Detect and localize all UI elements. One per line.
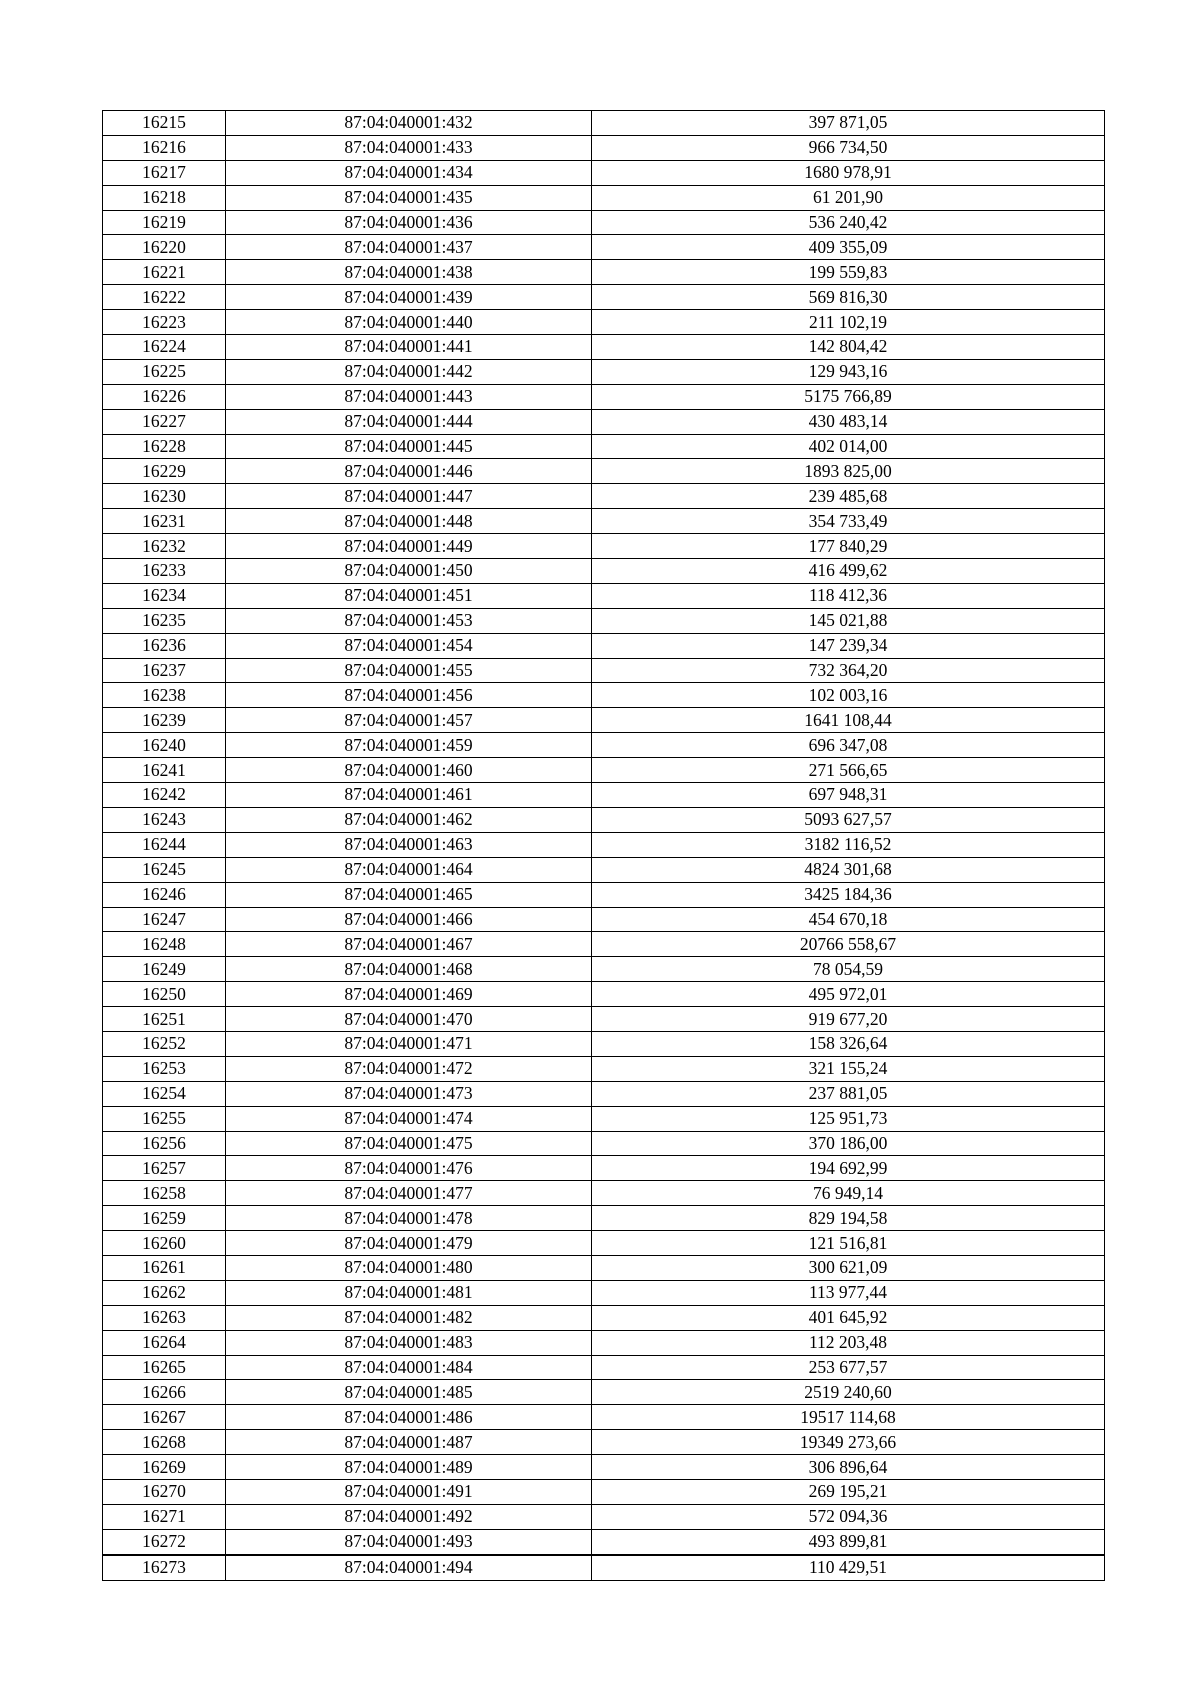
cadastral-value-cell: 2519 240,60 bbox=[592, 1380, 1105, 1405]
table-row bbox=[103, 583, 1105, 608]
table-row bbox=[103, 384, 1105, 409]
row-number-cell: 16226 bbox=[103, 384, 226, 409]
row-number-cell: 16256 bbox=[103, 1131, 226, 1156]
row-number-cell: 16258 bbox=[103, 1181, 226, 1206]
cadastral-number-cell: 87:04:040001:460 bbox=[226, 758, 592, 783]
cadastral-number-cell: 87:04:040001:480 bbox=[226, 1255, 592, 1280]
cadastral-number-cell: 87:04:040001:448 bbox=[226, 509, 592, 534]
table-row bbox=[103, 1255, 1105, 1280]
cadastral-value-cell: 321 155,24 bbox=[592, 1056, 1105, 1081]
table-row bbox=[103, 1280, 1105, 1305]
table-row bbox=[103, 111, 1105, 136]
cadastral-number-cell: 87:04:040001:491 bbox=[226, 1479, 592, 1504]
table-row bbox=[103, 683, 1105, 708]
table-row bbox=[103, 932, 1105, 957]
row-number-cell: 16238 bbox=[103, 683, 226, 708]
cadastral-number-cell: 87:04:040001:493 bbox=[226, 1529, 592, 1554]
cadastral-value-cell: 354 733,49 bbox=[592, 509, 1105, 534]
cadastral-number-cell: 87:04:040001:459 bbox=[226, 733, 592, 758]
cadastral-value-cell: 142 804,42 bbox=[592, 335, 1105, 360]
cadastral-number-cell: 87:04:040001:433 bbox=[226, 135, 592, 160]
cadastral-number-cell: 87:04:040001:476 bbox=[226, 1156, 592, 1181]
cadastral-number-cell: 87:04:040001:494 bbox=[226, 1555, 592, 1580]
cadastral-value-cell: 239 485,68 bbox=[592, 484, 1105, 509]
cadastral-value-cell: 269 195,21 bbox=[592, 1479, 1105, 1504]
cadastral-number-cell: 87:04:040001:451 bbox=[226, 583, 592, 608]
table-row bbox=[103, 210, 1105, 235]
cadastral-value-cell: 536 240,42 bbox=[592, 210, 1105, 235]
cadastral-value-cell: 194 692,99 bbox=[592, 1156, 1105, 1181]
cadastral-number-cell: 87:04:040001:450 bbox=[226, 559, 592, 584]
cadastral-number-cell: 87:04:040001:464 bbox=[226, 857, 592, 882]
row-number-cell: 16239 bbox=[103, 708, 226, 733]
cadastral-value-cell: 113 977,44 bbox=[592, 1280, 1105, 1305]
cadastral-number-cell: 87:04:040001:447 bbox=[226, 484, 592, 509]
cadastral-value-cell: 147 239,34 bbox=[592, 633, 1105, 658]
cadastral-number-cell: 87:04:040001:487 bbox=[226, 1430, 592, 1455]
cadastral-value-cell: 370 186,00 bbox=[592, 1131, 1105, 1156]
row-number-cell: 16232 bbox=[103, 534, 226, 559]
table-row bbox=[103, 1131, 1105, 1156]
row-number-cell: 16255 bbox=[103, 1106, 226, 1131]
cadastral-number-cell: 87:04:040001:442 bbox=[226, 359, 592, 384]
cadastral-value-cell: 158 326,64 bbox=[592, 1031, 1105, 1056]
row-number-cell: 16268 bbox=[103, 1430, 226, 1455]
cadastral-number-cell: 87:04:040001:461 bbox=[226, 783, 592, 808]
cadastral-value-cell: 121 516,81 bbox=[592, 1231, 1105, 1256]
cadastral-value-cell: 118 412,36 bbox=[592, 583, 1105, 608]
cadastral-number-cell: 87:04:040001:438 bbox=[226, 260, 592, 285]
table-row bbox=[103, 459, 1105, 484]
table-row bbox=[103, 882, 1105, 907]
table-row bbox=[103, 1206, 1105, 1231]
cadastral-value-cell: 732 364,20 bbox=[592, 658, 1105, 683]
row-number-cell: 16267 bbox=[103, 1405, 226, 1430]
row-number-cell: 16225 bbox=[103, 359, 226, 384]
row-number-cell: 16242 bbox=[103, 783, 226, 808]
table-row bbox=[103, 1031, 1105, 1056]
cadastral-number-cell: 87:04:040001:472 bbox=[226, 1056, 592, 1081]
row-number-cell: 16236 bbox=[103, 633, 226, 658]
cadastral-value-cell: 78 054,59 bbox=[592, 957, 1105, 982]
cadastral-value-cell: 401 645,92 bbox=[592, 1305, 1105, 1330]
table-row bbox=[103, 185, 1105, 210]
cadastral-number-cell: 87:04:040001:445 bbox=[226, 434, 592, 459]
table-row bbox=[103, 434, 1105, 459]
cadastral-number-cell: 87:04:040001:462 bbox=[226, 807, 592, 832]
table-row bbox=[103, 1106, 1105, 1131]
row-number-cell: 16231 bbox=[103, 509, 226, 534]
cadastral-number-cell: 87:04:040001:474 bbox=[226, 1106, 592, 1131]
row-number-cell: 16247 bbox=[103, 907, 226, 932]
row-number-cell: 16216 bbox=[103, 135, 226, 160]
cadastral-number-cell: 87:04:040001:471 bbox=[226, 1031, 592, 1056]
cadastral-value-cell: 102 003,16 bbox=[592, 683, 1105, 708]
cadastral-number-cell: 87:04:040001:434 bbox=[226, 160, 592, 185]
row-number-cell: 16252 bbox=[103, 1031, 226, 1056]
cadastral-number-cell: 87:04:040001:468 bbox=[226, 957, 592, 982]
cadastral-value-cell: 306 896,64 bbox=[592, 1455, 1105, 1480]
cadastral-number-cell: 87:04:040001:481 bbox=[226, 1280, 592, 1305]
row-number-cell: 16253 bbox=[103, 1056, 226, 1081]
row-number-cell: 16272 bbox=[103, 1529, 226, 1554]
row-number-cell: 16234 bbox=[103, 583, 226, 608]
cadastral-value-cell: 76 949,14 bbox=[592, 1181, 1105, 1206]
row-number-cell: 16250 bbox=[103, 982, 226, 1007]
table-row bbox=[103, 1455, 1105, 1480]
table-row bbox=[103, 1504, 1105, 1529]
table-row bbox=[103, 285, 1105, 310]
cadastral-value-cell: 145 021,88 bbox=[592, 608, 1105, 633]
cadastral-number-cell: 87:04:040001:482 bbox=[226, 1305, 592, 1330]
table-row bbox=[103, 1479, 1105, 1504]
table-row bbox=[103, 484, 1105, 509]
cadastral-value-cell: 5175 766,89 bbox=[592, 384, 1105, 409]
cadastral-value-cell: 3182 116,52 bbox=[592, 832, 1105, 857]
row-number-cell: 16248 bbox=[103, 932, 226, 957]
table-body bbox=[103, 111, 1105, 1581]
cadastral-value-cell: 829 194,58 bbox=[592, 1206, 1105, 1231]
cadastral-value-cell: 19517 114,68 bbox=[592, 1405, 1105, 1430]
row-number-cell: 16265 bbox=[103, 1355, 226, 1380]
cadastral-value-cell: 112 203,48 bbox=[592, 1330, 1105, 1355]
row-number-cell: 16221 bbox=[103, 260, 226, 285]
table-row bbox=[103, 1181, 1105, 1206]
table-row bbox=[103, 758, 1105, 783]
cadastral-value-cell: 177 840,29 bbox=[592, 534, 1105, 559]
row-number-cell: 16215 bbox=[103, 111, 226, 136]
cadastral-number-cell: 87:04:040001:470 bbox=[226, 1007, 592, 1032]
cadastral-value-cell: 1641 108,44 bbox=[592, 708, 1105, 733]
row-number-cell: 16243 bbox=[103, 807, 226, 832]
cadastral-number-cell: 87:04:040001:469 bbox=[226, 982, 592, 1007]
cadastral-number-cell: 87:04:040001:473 bbox=[226, 1081, 592, 1106]
cadastral-value-cell: 237 881,05 bbox=[592, 1081, 1105, 1106]
row-number-cell: 16257 bbox=[103, 1156, 226, 1181]
cadastral-value-cell: 493 899,81 bbox=[592, 1529, 1105, 1554]
cadastral-value-cell: 569 816,30 bbox=[592, 285, 1105, 310]
cadastral-number-cell: 87:04:040001:477 bbox=[226, 1181, 592, 1206]
table-row bbox=[103, 608, 1105, 633]
cadastral-value-cell: 3425 184,36 bbox=[592, 882, 1105, 907]
row-number-cell: 16241 bbox=[103, 758, 226, 783]
cadastral-number-cell: 87:04:040001:437 bbox=[226, 235, 592, 260]
table-row bbox=[103, 1380, 1105, 1405]
cadastral-number-cell: 87:04:040001:492 bbox=[226, 1504, 592, 1529]
table-row bbox=[103, 310, 1105, 335]
cadastral-value-cell: 125 951,73 bbox=[592, 1106, 1105, 1131]
row-number-cell: 16260 bbox=[103, 1231, 226, 1256]
cadastral-value-cell: 966 734,50 bbox=[592, 135, 1105, 160]
table-row bbox=[103, 658, 1105, 683]
table-row bbox=[103, 1081, 1105, 1106]
cadastral-value-cell: 271 566,65 bbox=[592, 758, 1105, 783]
cadastral-value-cell: 19349 273,66 bbox=[592, 1430, 1105, 1455]
cadastral-number-cell: 87:04:040001:463 bbox=[226, 832, 592, 857]
cadastral-number-cell: 87:04:040001:478 bbox=[226, 1206, 592, 1231]
row-number-cell: 16227 bbox=[103, 409, 226, 434]
table-row bbox=[103, 235, 1105, 260]
cadastral-number-cell: 87:04:040001:466 bbox=[226, 907, 592, 932]
cadastral-number-cell: 87:04:040001:441 bbox=[226, 335, 592, 360]
cadastral-value-cell: 430 483,14 bbox=[592, 409, 1105, 434]
table-row bbox=[103, 359, 1105, 384]
row-number-cell: 16264 bbox=[103, 1330, 226, 1355]
cadastral-value-cell: 20766 558,67 bbox=[592, 932, 1105, 957]
table-row bbox=[103, 1555, 1105, 1580]
row-number-cell: 16262 bbox=[103, 1280, 226, 1305]
cadastral-number-cell: 87:04:040001:439 bbox=[226, 285, 592, 310]
cadastral-value-cell: 409 355,09 bbox=[592, 235, 1105, 260]
cadastral-value-cell: 495 972,01 bbox=[592, 982, 1105, 1007]
cadastral-number-cell: 87:04:040001:475 bbox=[226, 1131, 592, 1156]
table-row bbox=[103, 260, 1105, 285]
cadastral-value-cell: 397 871,05 bbox=[592, 111, 1105, 136]
cadastral-number-cell: 87:04:040001:456 bbox=[226, 683, 592, 708]
cadastral-number-cell: 87:04:040001:483 bbox=[226, 1330, 592, 1355]
row-number-cell: 16263 bbox=[103, 1305, 226, 1330]
row-number-cell: 16261 bbox=[103, 1255, 226, 1280]
table-row bbox=[103, 832, 1105, 857]
cadastral-number-cell: 87:04:040001:449 bbox=[226, 534, 592, 559]
cadastral-value-cell: 697 948,31 bbox=[592, 783, 1105, 808]
cadastral-value-cell: 919 677,20 bbox=[592, 1007, 1105, 1032]
cadastral-number-cell: 87:04:040001:455 bbox=[226, 658, 592, 683]
row-number-cell: 16244 bbox=[103, 832, 226, 857]
table-row bbox=[103, 982, 1105, 1007]
table-row bbox=[103, 1330, 1105, 1355]
row-number-cell: 16219 bbox=[103, 210, 226, 235]
cadastral-number-cell: 87:04:040001:440 bbox=[226, 310, 592, 335]
row-number-cell: 16220 bbox=[103, 235, 226, 260]
cadastral-value-cell: 402 014,00 bbox=[592, 434, 1105, 459]
cadastral-value-cell: 253 677,57 bbox=[592, 1355, 1105, 1380]
cadastral-number-cell: 87:04:040001:444 bbox=[226, 409, 592, 434]
row-number-cell: 16273 bbox=[103, 1555, 226, 1580]
table-row bbox=[103, 559, 1105, 584]
cadastral-value-cell: 696 347,08 bbox=[592, 733, 1105, 758]
cadastral-number-cell: 87:04:040001:489 bbox=[226, 1455, 592, 1480]
cadastral-value-cell: 1893 825,00 bbox=[592, 459, 1105, 484]
cadastral-value-cell: 199 559,83 bbox=[592, 260, 1105, 285]
row-number-cell: 16251 bbox=[103, 1007, 226, 1032]
row-number-cell: 16269 bbox=[103, 1455, 226, 1480]
row-number-cell: 16223 bbox=[103, 310, 226, 335]
table-row bbox=[103, 1056, 1105, 1081]
cadastral-number-cell: 87:04:040001:465 bbox=[226, 882, 592, 907]
cadastral-value-cell: 61 201,90 bbox=[592, 185, 1105, 210]
row-number-cell: 16246 bbox=[103, 882, 226, 907]
row-number-cell: 16237 bbox=[103, 658, 226, 683]
row-number-cell: 16254 bbox=[103, 1081, 226, 1106]
cadastral-value-table bbox=[102, 110, 1105, 1581]
table-row bbox=[103, 733, 1105, 758]
cadastral-number-cell: 87:04:040001:457 bbox=[226, 708, 592, 733]
table-row bbox=[103, 509, 1105, 534]
row-number-cell: 16222 bbox=[103, 285, 226, 310]
row-number-cell: 16240 bbox=[103, 733, 226, 758]
row-number-cell: 16266 bbox=[103, 1380, 226, 1405]
cadastral-number-cell: 87:04:040001:485 bbox=[226, 1380, 592, 1405]
table-row bbox=[103, 160, 1105, 185]
table-row bbox=[103, 957, 1105, 982]
row-number-cell: 16229 bbox=[103, 459, 226, 484]
table-row bbox=[103, 1430, 1105, 1455]
cadastral-value-cell: 129 943,16 bbox=[592, 359, 1105, 384]
cadastral-value-cell: 1680 978,91 bbox=[592, 160, 1105, 185]
table-row bbox=[103, 633, 1105, 658]
row-number-cell: 16218 bbox=[103, 185, 226, 210]
cadastral-number-cell: 87:04:040001:443 bbox=[226, 384, 592, 409]
table-row bbox=[103, 1529, 1105, 1554]
cadastral-number-cell: 87:04:040001:467 bbox=[226, 932, 592, 957]
row-number-cell: 16228 bbox=[103, 434, 226, 459]
cadastral-value-cell: 572 094,36 bbox=[592, 1504, 1105, 1529]
row-number-cell: 16249 bbox=[103, 957, 226, 982]
row-number-cell: 16271 bbox=[103, 1504, 226, 1529]
table-row bbox=[103, 335, 1105, 360]
table-row bbox=[103, 1156, 1105, 1181]
cadastral-value-cell: 5093 627,57 bbox=[592, 807, 1105, 832]
table-row bbox=[103, 907, 1105, 932]
row-number-cell: 16270 bbox=[103, 1479, 226, 1504]
cadastral-number-cell: 87:04:040001:484 bbox=[226, 1355, 592, 1380]
table-row bbox=[103, 783, 1105, 808]
table-row bbox=[103, 135, 1105, 160]
table-row bbox=[103, 1355, 1105, 1380]
row-number-cell: 16233 bbox=[103, 559, 226, 584]
row-number-cell: 16217 bbox=[103, 160, 226, 185]
cadastral-value-cell: 211 102,19 bbox=[592, 310, 1105, 335]
table-row bbox=[103, 708, 1105, 733]
row-number-cell: 16224 bbox=[103, 335, 226, 360]
table-row bbox=[103, 1305, 1105, 1330]
cadastral-number-cell: 87:04:040001:453 bbox=[226, 608, 592, 633]
cadastral-number-cell: 87:04:040001:435 bbox=[226, 185, 592, 210]
cadastral-value-cell: 416 499,62 bbox=[592, 559, 1105, 584]
row-number-cell: 16230 bbox=[103, 484, 226, 509]
row-number-cell: 16259 bbox=[103, 1206, 226, 1231]
cadastral-number-cell: 87:04:040001:436 bbox=[226, 210, 592, 235]
cadastral-number-cell: 87:04:040001:454 bbox=[226, 633, 592, 658]
cadastral-value-cell: 4824 301,68 bbox=[592, 857, 1105, 882]
table-row bbox=[103, 534, 1105, 559]
row-number-cell: 16235 bbox=[103, 608, 226, 633]
cadastral-value-cell: 110 429,51 bbox=[592, 1555, 1105, 1580]
table-row bbox=[103, 807, 1105, 832]
cadastral-number-cell: 87:04:040001:432 bbox=[226, 111, 592, 136]
cadastral-number-cell: 87:04:040001:486 bbox=[226, 1405, 592, 1430]
table-row bbox=[103, 1007, 1105, 1032]
table-row bbox=[103, 1405, 1105, 1430]
table-row bbox=[103, 1231, 1105, 1256]
cadastral-number-cell: 87:04:040001:479 bbox=[226, 1231, 592, 1256]
cadastral-number-cell: 87:04:040001:446 bbox=[226, 459, 592, 484]
cadastral-value-cell: 300 621,09 bbox=[592, 1255, 1105, 1280]
row-number-cell: 16245 bbox=[103, 857, 226, 882]
table-row bbox=[103, 409, 1105, 434]
cadastral-value-cell: 454 670,18 bbox=[592, 907, 1105, 932]
table-row bbox=[103, 857, 1105, 882]
